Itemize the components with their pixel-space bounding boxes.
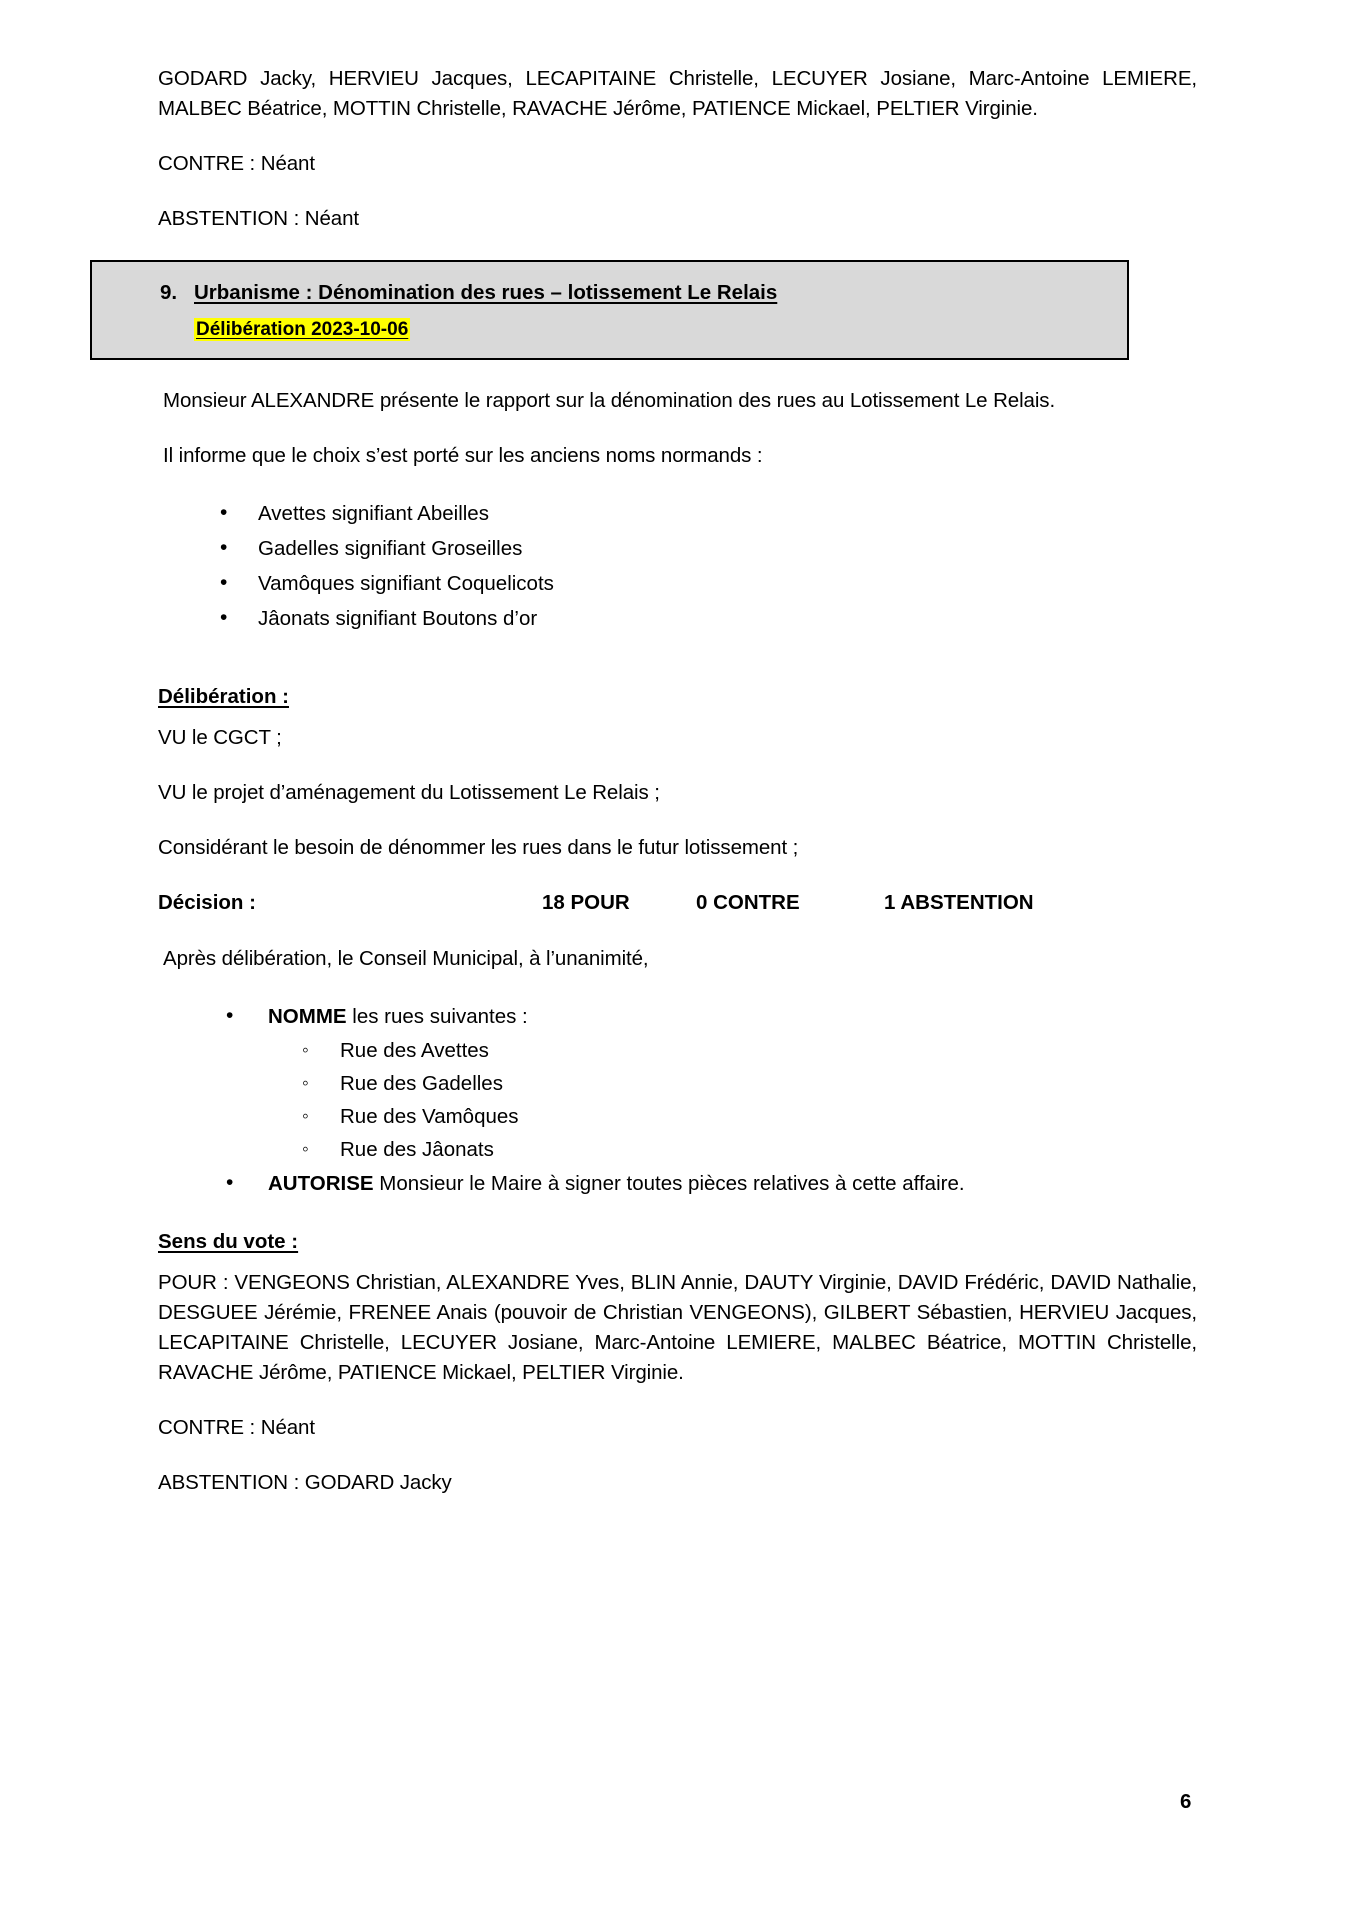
- street-names-list: [158, 1034, 1197, 1166]
- list-item: [158, 1034, 1197, 1067]
- vote-pour-list: POUR : VENGEONS Christian, ALEXANDRE Yves, BLIN Annie, DAUTY Virginie, DAVID Frédéric, DAVID Nathalie, DESGUEE Jérémie, FRENEE Anais (pouvoir de Christian VENGEONS), GILBERT Sébastien, HERVIEU Jacques, LECAPITAINE Christelle, LECUYER Josiane, Marc-Antoine LEMIERE, MALBEC Béatrice, MOTTIN Christelle, RAVACHE Jérôme, PATIENCE Mickael, PELTIER Virginie.: [158, 1271, 1197, 1384]
- resolutions-list: [158, 999, 1197, 1034]
- agenda-item-number: 9.: [160, 281, 178, 304]
- list-item-label: Rue des Avettes: [340, 1039, 489, 1062]
- page-content: [158, 64, 1197, 1523]
- normand-name-list: [158, 496, 1197, 636]
- vote-abstention: ABSTENTION : GODARD Jacky: [158, 1471, 452, 1494]
- list-item-label: Rue des Gadelles: [340, 1072, 503, 1095]
- autorise-rest: Monsieur le Maire à signer toutes pièces relatives à cette affaire.: [373, 1172, 965, 1195]
- autorise-keyword: AUTORISE: [268, 1172, 374, 1195]
- spacer-after-heading: [158, 360, 1197, 386]
- considerant-line: Considérant le besoin de dénommer les rues dans le futur lotissement ;: [158, 836, 799, 859]
- list-item: [158, 601, 1197, 636]
- decision-row: [158, 888, 1197, 918]
- informs-paragraph: Il informe que le choix s’est porté sur les anciens noms normands :: [163, 444, 763, 467]
- spacer-before-deliberation: [158, 636, 1197, 682]
- list-item: [158, 1166, 1197, 1201]
- vote-section-label: Sens du vote :: [158, 1230, 299, 1253]
- agenda-item-title: Urbanisme : Dénomination des rues – lotissement Le Relais: [194, 281, 778, 304]
- spacer-after-decision: [158, 918, 1197, 944]
- vu-line-projet: VU le projet d’aménagement du Lotissement Le Relais ;: [158, 781, 660, 804]
- previous-vote-contre: CONTRE : Néant: [158, 152, 315, 175]
- list-item: [158, 1100, 1197, 1133]
- spacer-after-vote-label: [158, 1257, 1197, 1268]
- vu-line-cgct: VU le CGCT ;: [158, 726, 282, 749]
- list-item: [158, 1133, 1197, 1166]
- decision-abstention-count: 1 ABSTENTION: [884, 891, 1034, 914]
- vote-contre: CONTRE : Néant: [158, 1416, 315, 1439]
- list-item-label: Avettes signifiant Abeilles: [258, 502, 489, 525]
- list-item: [158, 496, 1197, 531]
- list-item: [158, 531, 1197, 566]
- list-item-label: Gadelles signifiant Groseilles: [258, 537, 523, 560]
- list-item-label: Jâonats signifiant Boutons d’or: [258, 607, 538, 630]
- list-item: [158, 1067, 1197, 1100]
- list-item-label: Rue des Vamôques: [340, 1105, 519, 1128]
- deliberation-section-label: Délibération :: [158, 685, 289, 708]
- decision-contre-count: 0 CONTRE: [696, 891, 800, 914]
- agenda-item-heading-row: [92, 278, 1127, 308]
- autorise-list: [158, 1166, 1197, 1201]
- agenda-item-heading-box: [90, 260, 1129, 360]
- after-deliberation-paragraph: Après délibération, le Conseil Municipal, à l’unanimité,: [163, 947, 649, 970]
- nomme-rest: les rues suivantes :: [346, 1005, 528, 1028]
- deliberation-ref-row: [92, 316, 1127, 344]
- spacer-before-vote: [158, 1201, 1197, 1227]
- list-item: [158, 999, 1197, 1034]
- decision-label: Décision :: [158, 891, 256, 914]
- spacer-after-deliberation-label: [158, 712, 1197, 723]
- list-item-label: Vamôques signifiant Coquelicots: [258, 572, 554, 595]
- previous-vote-abstention: ABSTENTION : Néant: [158, 207, 359, 230]
- nomme-keyword: NOMME: [268, 1005, 347, 1028]
- list-item-label: Rue des Jâonats: [340, 1138, 494, 1161]
- previous-vote-pour-continuation: GODARD Jacky, HERVIEU Jacques, LECAPITAINE Christelle, LECUYER Josiane, Marc-Antoine LEMIERE, MALBEC Béatrice, MOTTIN Christelle, RAVACHE Jérôme, PATIENCE Mickael, PELTIER Virginie.: [158, 67, 1197, 120]
- deliberation-reference: Délibération 2023-10-06: [196, 319, 409, 340]
- intro-paragraph: Monsieur ALEXANDRE présente le rapport sur la dénomination des rues au Lotissement Le Relais.: [163, 389, 1056, 412]
- page-number: 6: [1180, 1790, 1192, 1813]
- list-item: [158, 566, 1197, 601]
- decision-pour-count: 18 POUR: [542, 891, 630, 914]
